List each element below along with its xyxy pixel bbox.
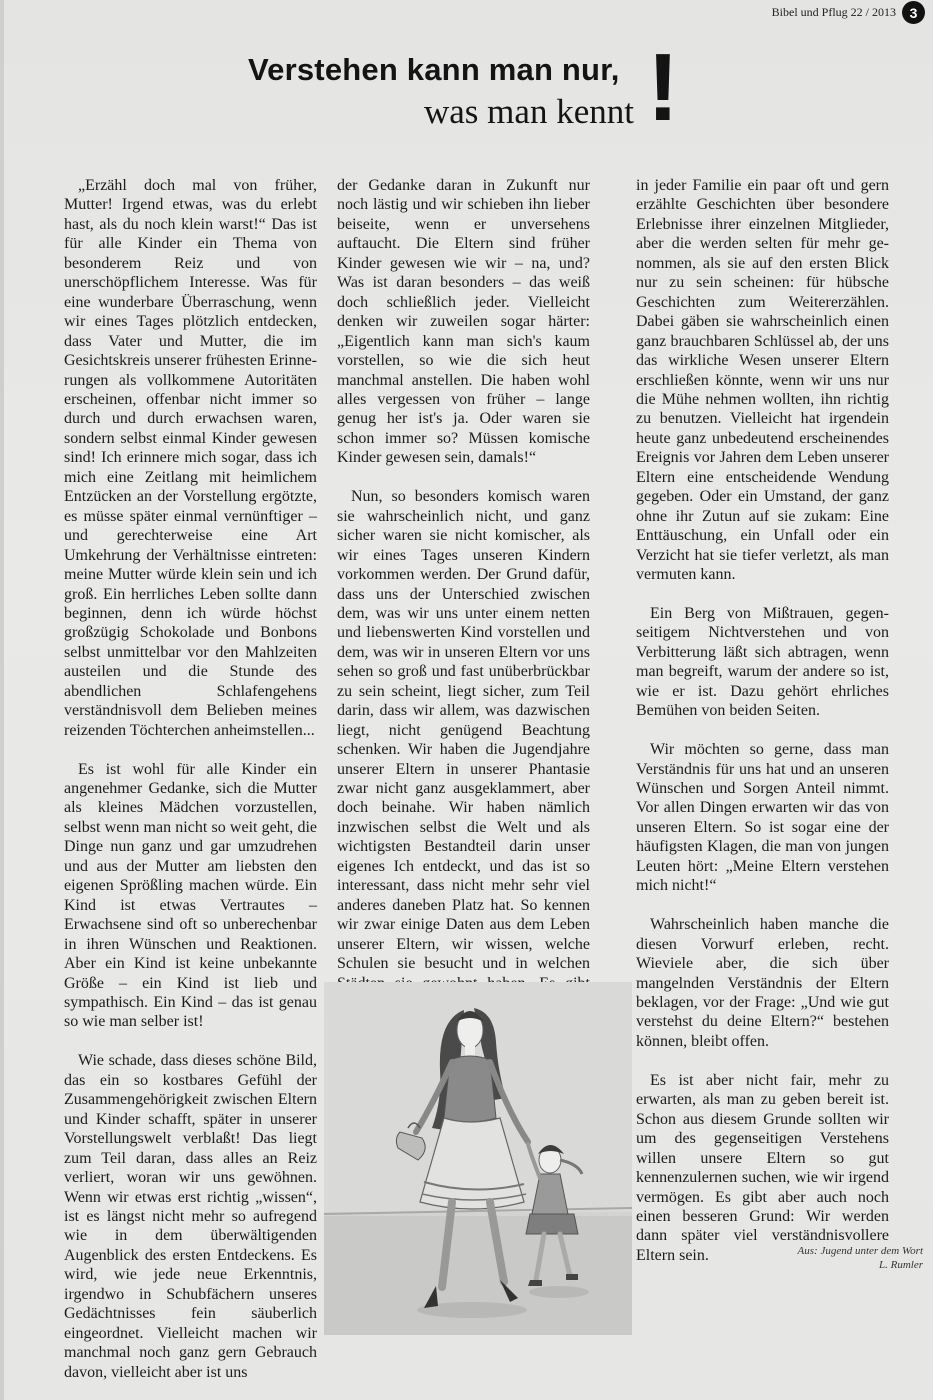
paragraph: Ein Berg von Mißtrauen, gegenseitigem Nichtverstehen und von Verbitterung läßt sich abtragen, wenn man begreift, warum der andere so ist, wie er ist. Dazu gehört ehrliches Bemühen von beiden Seiten. [636, 604, 889, 720]
source-credit [663, 1244, 923, 1272]
text-column-1 [64, 176, 317, 1382]
paragraph: „Erzähl doch mal von früher, Mutter! Irgend etwas, was du erlebt hast, als du noch klein warst!“ Das ist für alle Kinder ein Thema von besonderem Reiz und von unerschöpflichem Interesse. Was für eine wunderbare Überraschung, wenn wir eines Tages plötzlich entdecken, dass Vater und Mutter, die im Gesichtskreis unserer frühesten Erinnerungen als vollkommene Autoritäten erscheinen, offenbar nicht immer so durch und durch erwachsen waren, sondern selbst einmal Kinder gewesen sind! Ich erinnere mich sogar, dass ich mich eine Zeitlang mit heimlichem Entzücken an der Vorstellung ergötzte, es müsse später einmal vernünftiger – und gerechterweise eine Art Umkehrung der Verhältnisse eintreten: meine Mutter würde klein sein und ich groß. Ein herrliches Leben sollte dann beginnen, denn ich würde höchst großzügig Schokolade und Bonbons selbst unmittelbar vor den Mahlzeiten austeilen und die Stunde des abendlichen Schlafengehens verständnisvoll dem Belieben meines reizenden Töchterchen anheimstellen... [64, 177, 317, 739]
article-title-line-2: was man kennt [424, 92, 634, 131]
paragraph: Wie schade, dass dieses schöne Bild, das ein so kostbares Gefühl der Zusammengehörigkeit zwischen Eltern und Kinder schafft, später in unserer Vorstellungswelt verblaßt! Das liegt zum Teil daran, dass alles an Reiz verliert, woran wir uns gewöhnen. Wenn wir etwas erst richtig „wissen“, ist es längst nicht mehr so aufregend wie in dem überwältigenden Augenblick des ersten Entdeckens. Es wird, wie jede neue Erkenntnis, irgendwo in Schubfächern unseres Gedächtnisses fein säuberlich eingeordnet. Vielleicht machen wir manchmal noch ganz gern Gebrauch davon, vielleicht aber ist uns [64, 1052, 317, 1381]
pencil-drawing-icon [324, 982, 632, 1335]
publication-name: Bibel und Pflug 22 / 2013 [771, 5, 896, 19]
mother-daughter-illustration [324, 982, 632, 1335]
magazine-page [4, 0, 933, 1400]
paragraph: Es ist wohl für alle Kinder ein angenehmer Gedanke, sich die Mutter als kleines Mädchen vorzustellen, selbst wenn man nicht so weit geht, die Dinge nun ganz und gar umzudrehen und aus der Mutter am liebsten den eigenen Sprößling machen würde. Ein Kind ist etwas Vertrautes – Erwachsene sind oft so unberechenbar in ihren Wünschen und Reaktionen. Aber ein Kind ist keine unbekannte Größe – ein Kind ist lieb und sympathisch. Ein Kind – das ist genau so wie man selber ist! [64, 760, 317, 1031]
article-title-line-1: Verstehen kann man nur, [248, 52, 620, 87]
running-header [772, 1, 925, 24]
credit-author: L. Rumler [879, 1259, 923, 1271]
paragraph: der Gedanke daran in Zukunft nur noch lästig und wir schieben ihn lieber beiseite, wenn er unversehens auftaucht. Die Eltern sind früher Kinder gewesen wie wir – na, und? Was ist daran besonders – das weiß doch schließlich jeder. Vielleicht denken wir zuweilen sogar härter: „Eigentlich kann man sich's kaum vorstellen, so wie die sich heut manchmal anstellen. Die haben wohl alles vergessen von früher – lange genug her ist's ja. Oder waren sie schon immer so? Müssen komische Kinder gewesen sein, damals!“ [337, 177, 590, 467]
paragraph: Es ist aber nicht fair, mehr zu erwarten, als man zu geben bereit ist. Schon aus diesem Grunde sollten wir um des gegenseitigen Verstehens willen unsere Eltern so gut kennenzulernen suchen, wie wir irgend vermögen. Es gibt aber auch noch einen besseren Grund: Wir werden dann später viel verständnisvollere Eltern sein. [636, 1071, 889, 1264]
paragraph: Nun, so besonders komisch waren sie wahrscheinlich nicht, und ganz sicher waren sie nicht komischer, als wir eines Tages unseren Kindern vorkommen werden. Der Grund dafür, dass uns der Unterschied zwischen dem, was wir uns unter einem netten und liebenswerten Kind vorstellen und dem, was wir in unseren Eltern vor uns sehen so groß und fast unüberbrückbar zu sein scheint, liegt sicher, zum Teil darin, dass wir allem, was dazwischen liegt, nicht genügend Beachtung schenken. Wir haben die Jugendjahre unserer Eltern in unserer Phantasie zwar nicht ganz ausgeklammert, aber doch beinahe. Wir haben nämlich inzwischen selbst die Welt und als wichtigsten Bestandteil darin unser eigenes Ich entdeckt, und das ist so interessant, dass nicht mehr sehr viel anderes daneben Platz hat. So kennen wir zwar einige Daten aus dem Leben unserer Eltern, wir wissen, welche Schulen sie besucht und in welchen [337, 488, 590, 973]
paragraph: in jeder Familie ein paar oft und gern erzählte Geschichten über besondere Erlebnisse ihrer einzelnen Mitglieder, aber die werden selten für mehr genommen, als sie auf den ersten Blick nur zu sein scheinen: für hübsche Geschichten zum Weitererzählen. Dabei gäben sie wahrscheinlich einen ganz brauchbaren Schlüssel ab, der uns das wirkliche Wesen unserer Eltern erschließen könnte, wenn wir uns nur die Mühe nehmen wollten, ihn richtig zu benutzen. Vielleicht hat irgendein heute ganz unbedeutend erscheinendes Ereignis vor Jahren dem Leben unserer Eltern eine entscheidende Wendung gegeben. Oder ein Umstand, der ganz ohne ihr Zutun auf sie zukam: Eine Enttäuschung, ein Unfall oder ein Verzicht hat sie tiefer verletzt, als man vermuten kann. [636, 177, 889, 584]
exclamation-mark: ! [647, 34, 679, 141]
credit-source: Aus: Jugend unter dem Wort [797, 1245, 923, 1257]
paragraph: Wahrscheinlich haben manche die diesen Vorwurf erleben, recht. Wieviele aber, die sich über mangelnden Verständnis der Eltern beklagen, vor der Frage: „Und wie gut verstehst du deine Eltern?“ bestehen können, bleibt offen. [636, 916, 889, 1050]
page-number-badge: 3 [902, 1, 925, 24]
paragraph: Wir möchten so gerne, dass man Verständnis für uns hat und an unseren Wünschen und Sorgen Anteil nimmt. Vor allen Dingen erwarten wir das von unseren Eltern. So ist sogar eine der häufigsten Klagen, die man von jungen Leuten hört: „Meine Eltern verstehen mich nicht!“ [636, 741, 889, 895]
text-column-3 [636, 176, 889, 1265]
text-column-2 [337, 176, 590, 1012]
